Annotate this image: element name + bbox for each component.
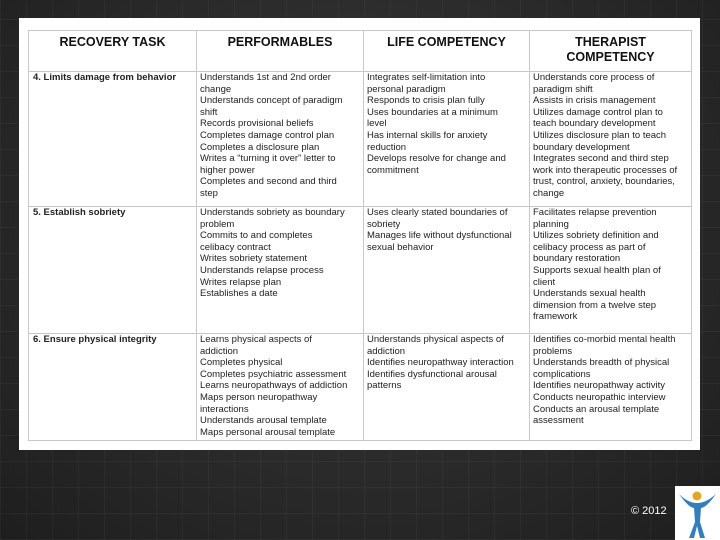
cell-line: higher power	[200, 164, 255, 176]
cell-line: Facilitates relapse prevention	[533, 207, 657, 218]
cell-line: planning	[533, 218, 569, 230]
cell-line: trust, control, anxiety, boundaries,	[533, 176, 675, 188]
recovery-competency-table	[28, 30, 692, 441]
header-recovery-task: RECOVERY TASK	[29, 31, 197, 72]
cell-line: problems	[533, 345, 573, 357]
performables-cell	[197, 207, 364, 334]
cell-line: boundary restoration	[533, 253, 621, 265]
cell-line: Understands relapse process	[200, 264, 324, 276]
therapist-competency-cell	[530, 334, 692, 441]
table-row	[29, 334, 692, 441]
recovery-task-cell: 5. Establish sobriety	[29, 207, 197, 334]
cell-line: addiction	[367, 345, 406, 357]
cell-line: client	[533, 276, 556, 288]
table-row	[29, 72, 692, 207]
cell-line: level	[367, 118, 387, 130]
cell-line: Records provisional beliefs	[200, 118, 314, 130]
cell-line: framework	[533, 311, 578, 323]
cell-line: Assists in crisis management	[533, 95, 656, 107]
cell-line: Integrates self-limitation into	[367, 72, 486, 83]
cell-line: Completes damage control plan	[200, 129, 335, 141]
cell-line: Understands concept of paradigm	[200, 95, 343, 107]
cell-line: Understands 1st and 2nd order	[200, 72, 331, 83]
cell-line: Identifies neuropathway activity	[533, 380, 666, 392]
cell-line: Completes psychiatric assessment	[200, 368, 347, 380]
cell-line: work into therapeutic processes of	[533, 164, 678, 176]
performables-cell	[197, 72, 364, 207]
cell-line: Identifies dysfunctional arousal	[367, 368, 497, 380]
cell-line: Understands physical aspects of	[367, 334, 504, 345]
cell-line: Completes a disclosure plan	[200, 141, 320, 153]
cell-line: change	[200, 83, 232, 95]
cell-line: sexual behavior	[367, 241, 434, 253]
performables-cell	[197, 334, 364, 441]
cell-line: Writes relapse plan	[200, 276, 282, 288]
cell-line: patterns	[367, 380, 402, 392]
cell-line: Understands arousal template	[200, 415, 327, 427]
cell-line: complications	[533, 368, 591, 380]
header-therapist-competency: THERAPIST COMPETENCY	[530, 31, 692, 72]
cell-line: reduction	[367, 141, 407, 153]
cell-line: shift	[200, 106, 218, 118]
cell-line: Has internal skills for anxiety	[367, 129, 488, 141]
cell-line: Understands sexual health	[533, 288, 646, 300]
cell-line: Writes a “turning it over” letter to	[200, 153, 336, 165]
cell-line: Understands core process of	[533, 72, 655, 83]
person-logo-icon	[675, 486, 720, 540]
cell-line: Writes sobriety statement	[200, 253, 308, 265]
cell-line: teach boundary development	[533, 118, 656, 130]
cell-line: Understands breadth of physical	[533, 357, 670, 369]
cell-line: celibacy contract	[200, 241, 271, 253]
recovery-task-cell: 4. Limits damage from behavior	[29, 72, 197, 207]
header-performables: PERFORMABLES	[197, 31, 364, 72]
cell-line: Identifies neuropathway interaction	[367, 357, 514, 369]
cell-line: assessment	[533, 415, 584, 427]
recovery-task-cell: 6. Ensure physical integrity	[29, 334, 197, 441]
cell-line: Uses clearly stated boundaries of	[367, 207, 508, 218]
cell-line: Manages life without dysfunctional	[367, 230, 512, 242]
cell-line: Utilizes damage control plan to	[533, 106, 663, 118]
cell-line: Commits to and completes	[200, 230, 313, 242]
cell-line: Integrates second and third step	[533, 153, 669, 165]
cell-line: Conducts neuropathic interview	[533, 391, 666, 403]
copyright-text: © 2012	[631, 505, 667, 517]
cell-line: Understands sobriety as boundary	[200, 207, 345, 218]
cell-line: change	[533, 187, 565, 199]
cell-line: interactions	[200, 403, 249, 415]
cell-line: problem	[200, 218, 235, 230]
cell-line: addiction	[200, 345, 239, 357]
cell-line: personal paradigm	[367, 83, 446, 95]
cell-line: Completes physical	[200, 357, 283, 369]
cell-line: dimension from a twelve step	[533, 299, 657, 311]
cell-line: step	[200, 187, 218, 199]
cell-line: Learns physical aspects of	[200, 334, 312, 345]
life-competency-cell	[364, 72, 530, 207]
cell-line: celibacy process as part of	[533, 241, 646, 253]
cell-line: commitment	[367, 164, 419, 176]
cell-line: Develops resolve for change and	[367, 153, 506, 165]
cell-line: Responds to crisis plan fully	[367, 95, 485, 107]
cell-line: Completes and second and third	[200, 176, 337, 188]
cell-line: Supports sexual health plan of	[533, 264, 661, 276]
cell-line: sobriety	[367, 218, 401, 230]
life-competency-cell	[364, 334, 530, 441]
header-life-competency: LIFE COMPETENCY	[364, 31, 530, 72]
therapist-competency-cell	[530, 72, 692, 207]
cell-line: Learns neuropathways of addiction	[200, 380, 348, 392]
cell-line: Maps personal arousal template	[200, 426, 336, 438]
cell-line: Maps person neuropathway	[200, 391, 318, 403]
cell-line: Utilizes disclosure plan to teach	[533, 129, 667, 141]
cell-line: Utilizes sobriety definition and	[533, 230, 659, 242]
table-header-row	[29, 31, 692, 72]
therapist-competency-cell	[530, 207, 692, 334]
cell-line: Conducts an arousal template	[533, 403, 660, 415]
table-row	[29, 207, 692, 334]
cell-line: Identifies co-morbid mental health	[533, 334, 676, 345]
cell-line: paradigm shift	[533, 83, 593, 95]
life-competency-cell	[364, 207, 530, 334]
cell-line: Establishes a date	[200, 288, 278, 300]
document-panel	[19, 18, 700, 450]
cell-line: boundary development	[533, 141, 630, 153]
cell-line: Uses boundaries at a minimum	[367, 106, 498, 118]
